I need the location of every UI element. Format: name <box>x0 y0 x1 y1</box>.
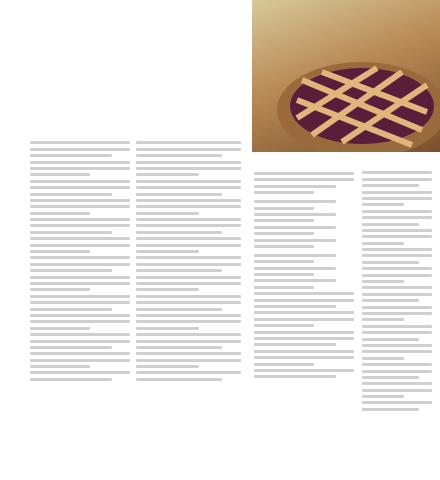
recipe-column-2 <box>362 168 432 414</box>
article-column-2 <box>136 138 241 384</box>
article-column-1 <box>30 138 130 384</box>
recipe-column <box>254 168 354 382</box>
pie-photo <box>252 0 440 152</box>
pie-illustration <box>252 0 440 152</box>
